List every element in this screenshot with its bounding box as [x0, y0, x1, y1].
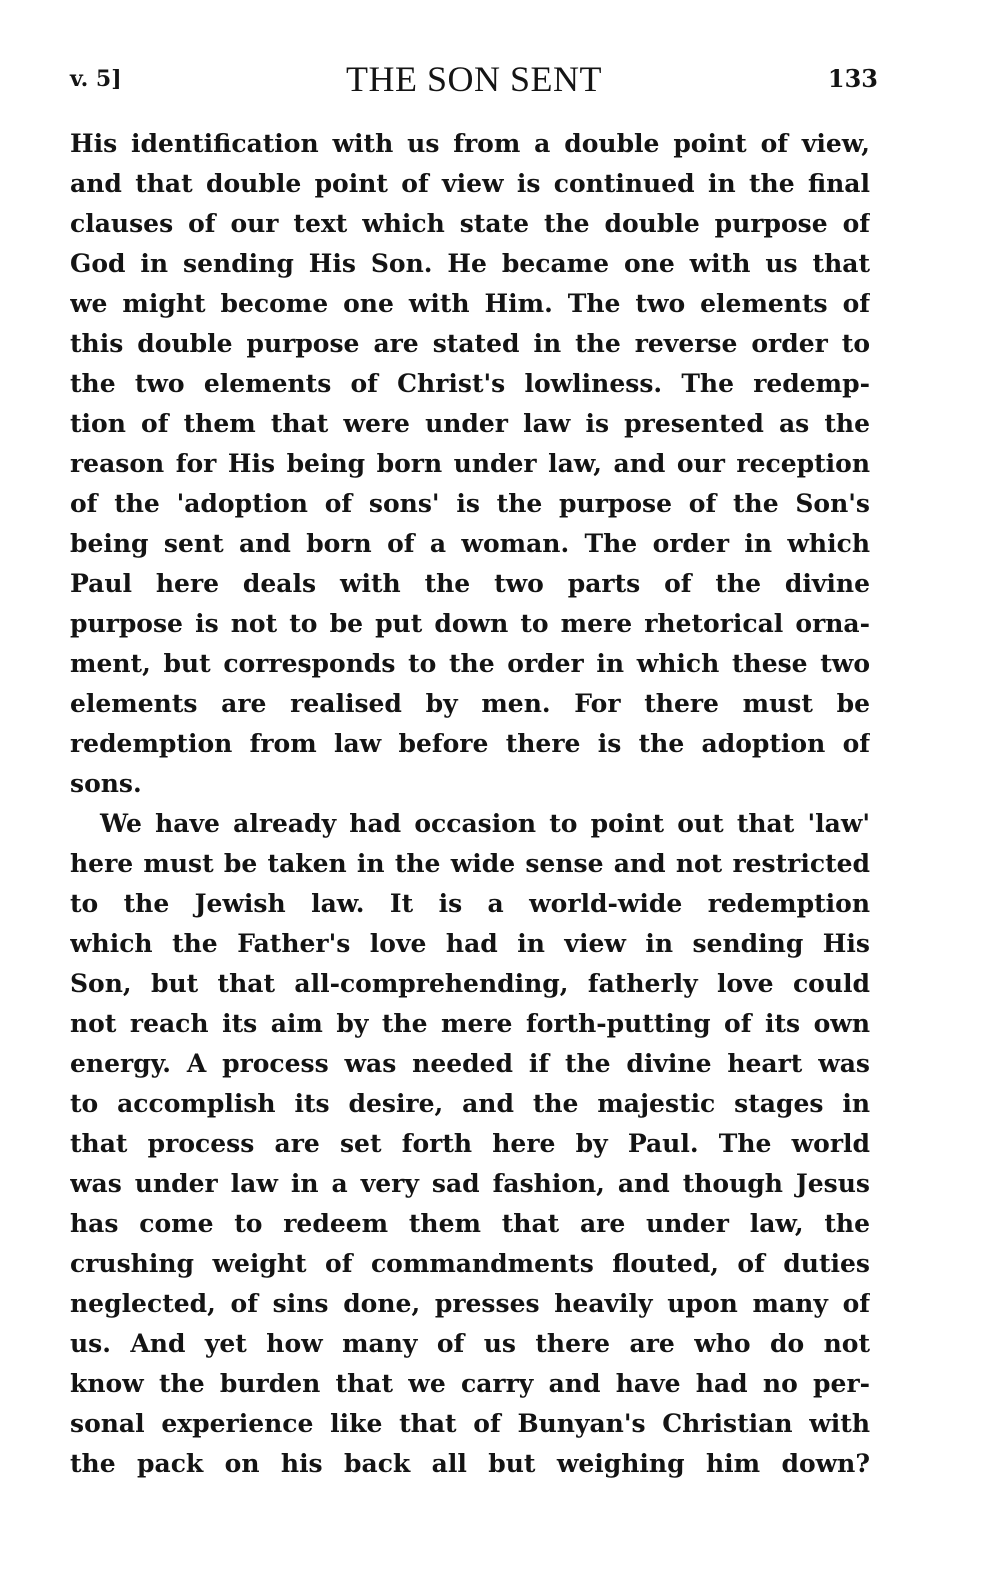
- text-line: know the burden that we carry and have had no per-: [70, 1369, 870, 1398]
- text-line: of the 'adoption of sons' is the purpose of the Son's: [70, 489, 870, 518]
- text-line: clauses of our text which state the double purpose of: [70, 209, 870, 238]
- text-line: Paul here deals with the two parts of the divine: [70, 569, 870, 598]
- text-line: being sent and born of a woman. The order in which: [70, 529, 870, 558]
- body-text: [70, 124, 870, 1484]
- paragraph-2: [70, 804, 870, 1484]
- text-line: sons.: [70, 769, 142, 798]
- text-line: and that double point of view is continued in the final: [70, 169, 870, 198]
- text-line: that process are set forth here by Paul. The world: [70, 1129, 870, 1158]
- text-line: us. And yet how many of us there are who do not: [70, 1329, 870, 1358]
- text-line: to accomplish its desire, and the majestic stages in: [70, 1089, 870, 1118]
- text-line: elements are realised by men. For there must be: [70, 689, 870, 718]
- text-line: energy. A process was needed if the divine heart was: [70, 1049, 870, 1078]
- text-line: which the Father's love had in view in sending His: [70, 929, 870, 958]
- text-line: tion of them that were under law is presented as the: [70, 409, 870, 438]
- text-line: God in sending His Son. He became one with us that: [70, 249, 870, 278]
- text-line: redemption from law before there is the adoption of: [70, 729, 870, 758]
- text-line: we might become one with Him. The two elements of: [70, 289, 870, 318]
- running-header: [70, 58, 878, 102]
- text-line: We have already had occasion to point out that 'law': [100, 809, 870, 838]
- text-line: sonal experience like that of Bunyan's Christian with: [70, 1409, 870, 1438]
- text-line: neglected, of sins done, presses heavily upon many of: [70, 1289, 870, 1318]
- text-line: the two elements of Christ's lowliness. The redemp-: [70, 369, 870, 398]
- text-line: purpose is not to be put down to mere rhetorical orna-: [70, 609, 870, 638]
- page-number: 133: [827, 64, 878, 93]
- text-line: this double purpose are stated in the reverse order to: [70, 329, 870, 358]
- text-line: the pack on his back all but weighing him down?: [70, 1449, 870, 1478]
- chapter-title: THE SON SENT: [346, 59, 602, 99]
- text-line: to the Jewish law. It is a world-wide redemption: [70, 889, 870, 918]
- paragraph-1: [70, 124, 870, 804]
- text-line: Son, but that all-comprehending, fatherly love could: [70, 969, 870, 998]
- text-line: here must be taken in the wide sense and not restricted: [70, 849, 870, 878]
- text-line: His identification with us from a double point of view,: [70, 129, 870, 158]
- text-line: ment, but corresponds to the order in which these two: [70, 649, 870, 678]
- text-line: crushing weight of commandments flouted, of duties: [70, 1249, 870, 1278]
- text-line: was under law in a very sad fashion, and though Jesus: [70, 1169, 870, 1198]
- text-line: not reach its aim by the mere forth-putting of its own: [70, 1009, 870, 1038]
- text-line: reason for His being born under law, and our reception: [70, 449, 870, 478]
- text-line: has come to redeem them that are under law, the: [70, 1209, 870, 1238]
- verse-reference: v. 5]: [70, 66, 122, 92]
